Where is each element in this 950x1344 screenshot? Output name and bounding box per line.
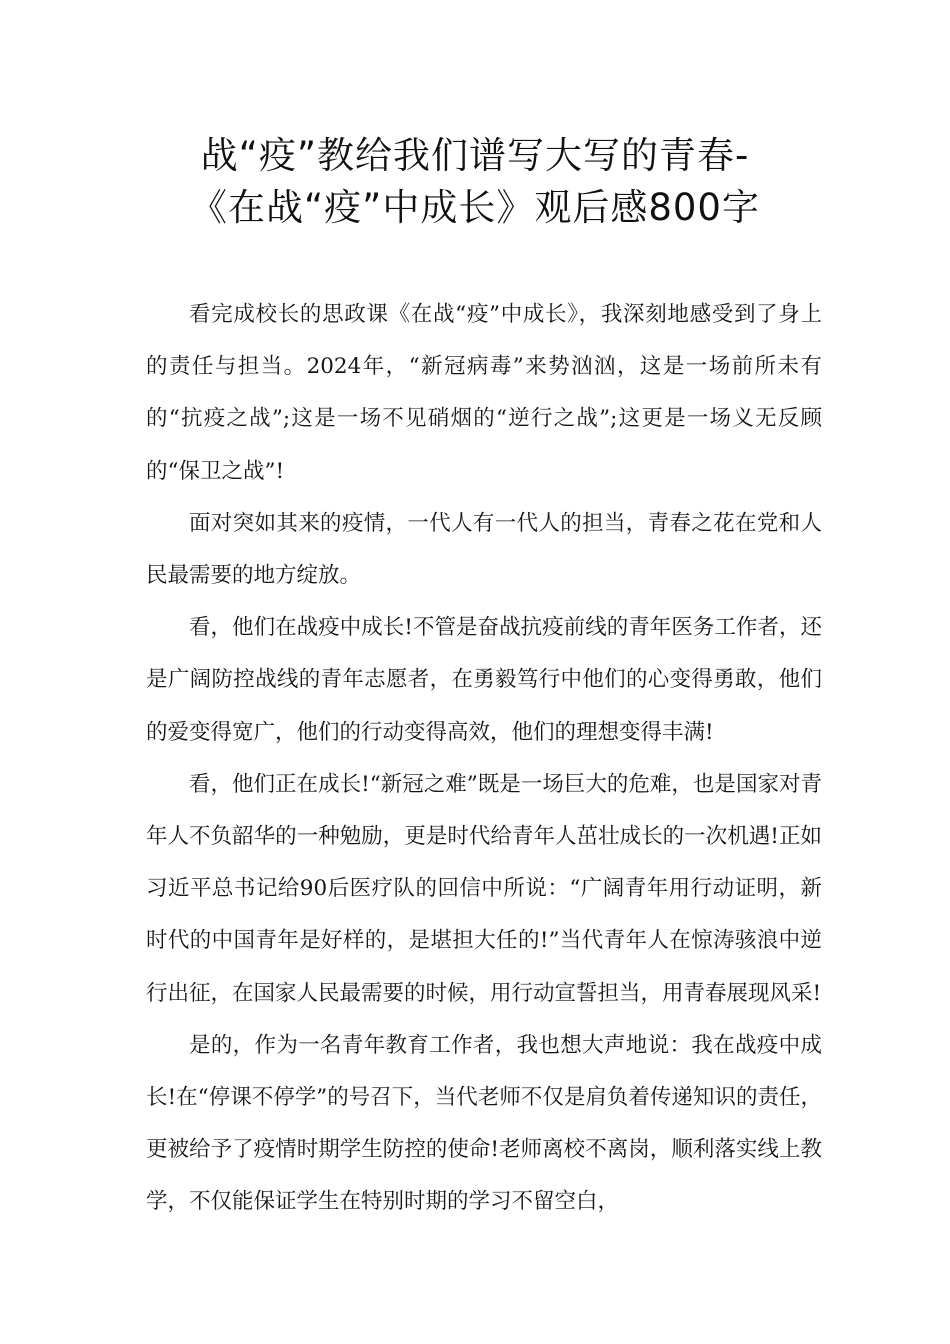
paragraph-1: 看完成校长的思政课《在战“疫”中成长》，我深刻地感受到了身上的责任与担当。2024年，“新冠病毒”来势汹汹，这是一场前所未有的“抗疫之战”;这是一场不见硝烟的“逆行之战”;这更是一场义无反顾的“保卫之战”!	[146, 302, 822, 484]
paragraph-4: 看，他们正在成长!“新冠之难”既是一场巨大的危难，也是国家对青年人不负韶华的一种勉励，更是时代给青年人茁壮成长的一次机遇!正如习近平总书记给90后医疗队的回信中所说：“广阔青年用行动证明，新时代的中国青年是好样的，是堪担大任的!”当代青年人在惊涛骇浪中逆行出征，在国家人民最需要的时候，用行动宣誓担当，用青春展现风采!	[146, 771, 822, 1006]
title-line-1: 战“疫”教给我们谱写大写的青春-	[200, 134, 750, 177]
title-line-2: 《在战“疫”中成长》观后感800字	[190, 186, 760, 229]
document-body	[146, 289, 822, 1229]
paragraph-2: 面对突如其来的疫情，一代人有一代人的担当，青春之花在党和人民最需要的地方绽放。	[146, 510, 822, 589]
paragraph-3: 看，他们在战疫中成长!不管是奋战抗疫前线的青年医务工作者，还是广阔防控战线的青年志愿者，在勇毅笃行中他们的心变得勇敢，他们的爱变得宽广，他们的行动变得高效，他们的理想变得丰满!	[146, 615, 822, 745]
paragraph-5: 是的，作为一名青年教育工作者，我也想大声地说：我在战疫中成长!在“停课不停学”的号召下，当代老师不仅是肩负着传递知识的责任，更被给予了疫情时期学生防控的使命!老师离校不离岗，顺利落实线上教学，不仅能保证学生在特别时期的学习不留空白，	[146, 1032, 822, 1215]
document-title	[80, 130, 870, 234]
